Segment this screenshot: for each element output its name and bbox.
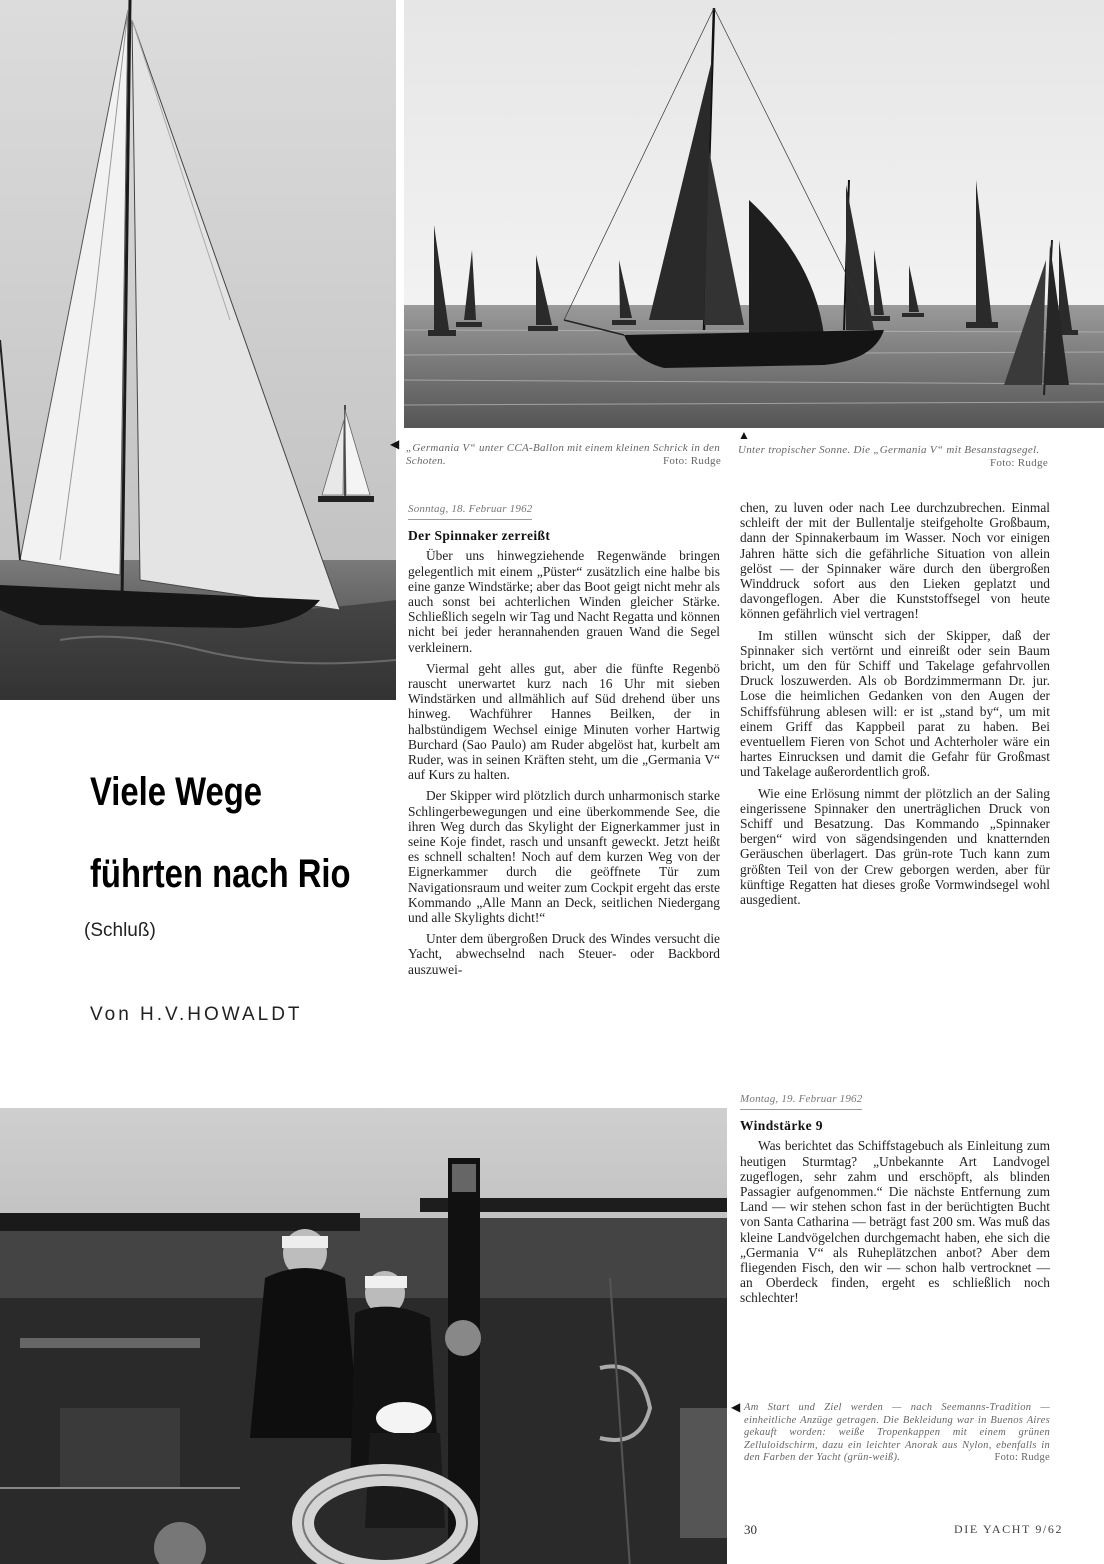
paragraph: Unter dem übergroßen Druck des Windes versucht die Yacht, abwechselnd nach Steuer- oder Backbord auszuwei- [408, 931, 720, 977]
photo-crew-on-deck [0, 1108, 727, 1564]
article-byline: Von H.V.HOWALDT [90, 1004, 303, 1025]
yacht-closeup-image [0, 0, 396, 700]
caption-photo-top-right [738, 444, 1048, 470]
photo-credit: Foto: Rudge [994, 1452, 1050, 1464]
paragraph: Im stillen wünscht sich der Skipper, daß der Spinnaker sich vertörnt und einreißt oder sein Baum bricht, um den für Schiff und Takelage gefahrvollen Druck loszuwerden. Als ob Bordzimmermann Dr. jur. Lose die heimlichen Gedanken von den Augen der Schiffsführung ablesen will: er ist „stand by“, um mit einem Griff das Kappbeil parat zu haben. Bei eventuellem Fieren von Schot und Achterholer wäre ein hartes Einrucksen und damit die Gefahr für Großmast und Takelage außerordentlich groß. [740, 627, 1050, 780]
page-number: 30 [744, 1522, 757, 1537]
caption-arrow-left: ◀ [731, 1400, 741, 1414]
article-subtitle: (Schluß) [84, 920, 156, 941]
caption-arrow-up: ▲ [738, 428, 750, 442]
paragraph: Der Skipper wird plötzlich durch unharmonisch starke Schlingerbewegungen und eine überkommende See, die ihren Weg durch das Skylight der Eignerkammer just in seine Koje findet, rasch und unsanft geweckt. Jetzt heißt es schnell schalten! Noch auf dem kurzen Weg von der Eignerkammer durch die geöffnete Tür zum Navigationsraum und weiter zum Cockpit ergeht das erste Kommando „Alle Mann an Deck, seitlichen Niedergang und alle Skylights dicht!“ [408, 788, 720, 926]
crew-on-deck-image [0, 1108, 727, 1564]
caption-arrow-left: ◀ [390, 437, 400, 451]
photo-regatta-fleet [404, 0, 1104, 428]
section-heading: Windstärke 9 [740, 1118, 823, 1134]
paragraph: Über uns hinwegziehende Regenwände bringen gelegentlich mit einem „Püster“ zusätzlich eine halbe bis eine ganze Windstärke; aber das Boot geigt nicht mehr als auch sonst bei achterlichen Winden gleicher Stärke. Schließlich segeln wir Tag und Nacht Regatta und können nicht bei jeder herannahenden grauen Wand die Segel verkleinern. [408, 548, 720, 655]
paragraph: chen, zu luven oder nach Lee durchzubrechen. Einmal schleift der mit der Bullentalje steifgeholte Großbaum, dann der Spinnakerbaum im Wasser. Noch vor einigen Jahren hätte sich die gefährliche Situation von allein gelöst — der Spinnaker wäre durch den übergroßen Winddruck sofort aus den Lieken geplatzt und davongeflogen. Aber die Kunststoffsegel von heute können gefährlich viel vertragen! [740, 500, 1050, 622]
text-column-right-section2 [740, 1090, 1050, 1312]
paragraph: Wie eine Erlösung nimmt der plötzlich an der Saling eingerissene Spinnaker den unerträglichen Druck von Schiff und Besatzung. Das Kommando „Spinnaker bergen“ wird von sägendsingenden und knatternden Geräuschen überlagert. Das grün-rote Tuch kann zum größten Teil von der Crew geborgen werden, aber für künftige Regatten hat dieses große Vormwindsegel wohl ausgedient. [740, 785, 1050, 908]
caption-photo-top-left [406, 442, 721, 468]
regatta-fleet-image [404, 0, 1104, 428]
paragraph: Viermal geht alles gut, aber die fünfte Regenbö rauscht unerwartet kurz nach 16 Uhr mit sieben Windstärken und allmählich auf Süd drehend über uns hinweg. Wachführer Hannes Beilken, der in halbstündigem Wechsel einige Minuten vorher Hartwig Burchard (Sao Paulo) am Ruder abgelöst hat, kurbelt am Ruder, was in seinen Kräften steht, um die „Germania V“ auf Kurs zu halten. [408, 660, 720, 783]
paragraph: Was berichtet das Schiffstagebuch als Einleitung zum heutigen Sturmtag? „Unbekannte Art Landvogel zugeflogen, sehr zahm und erschöpft, als blinden Passagier aufgenommen.“ Die nächste Entfernung zum Land — wir stehen schon fast in der berüchtigten Bucht von Santa Catharina — beträgt fast 200 sm. Was muß das kleine Landvögelchen durchgemacht haben, ehe sich die „Germania V“ als Ruheplätzchen anbot? Aber dem fliegenden Fisch, den wir — schon halb vertrocknet — an Oberdeck finden, ergeht es schließlich noch schlechter! [740, 1138, 1050, 1306]
photo-credit: Foto: Rudge [663, 455, 721, 467]
dateline: Sonntag, 18. Februar 1962 [408, 502, 532, 520]
caption-text: „Germania V“ unter CCA-Ballon mit einem kleinen Schrick in den Schoten. [406, 442, 721, 467]
text-column-right [740, 500, 1050, 913]
magazine-issue: DIE YACHT 9/62 [954, 1522, 1064, 1536]
article-headline-line1: Viele Wege [90, 770, 262, 814]
dateline: Montag, 19. Februar 1962 [740, 1092, 862, 1110]
caption-text: Am Start und Ziel werden — nach Seemanns-Tradition — einheitliche Anzüge getragen. Die Bekleidung war in Buenos Aires gekauft worden: weiße Tropenkappen mit einem grünen Zelluloidschirm, dazu ein leichter Anorak aus Nylon, ebenfalls in den Farben der Yacht (grün-weiß). [744, 1402, 1050, 1464]
section-heading: Der Spinnaker zerreißt [408, 528, 551, 544]
article-headline-line2: führten nach Rio [90, 852, 351, 896]
photo-credit: Foto: Rudge [990, 457, 1048, 469]
photo-yacht-closeup [0, 0, 396, 700]
text-column-middle [408, 500, 720, 983]
caption-photo-bottom [744, 1402, 1050, 1465]
caption-text: Unter tropischer Sonne. Die „Germania V“ mit Besanstagsegel. [738, 444, 1040, 456]
